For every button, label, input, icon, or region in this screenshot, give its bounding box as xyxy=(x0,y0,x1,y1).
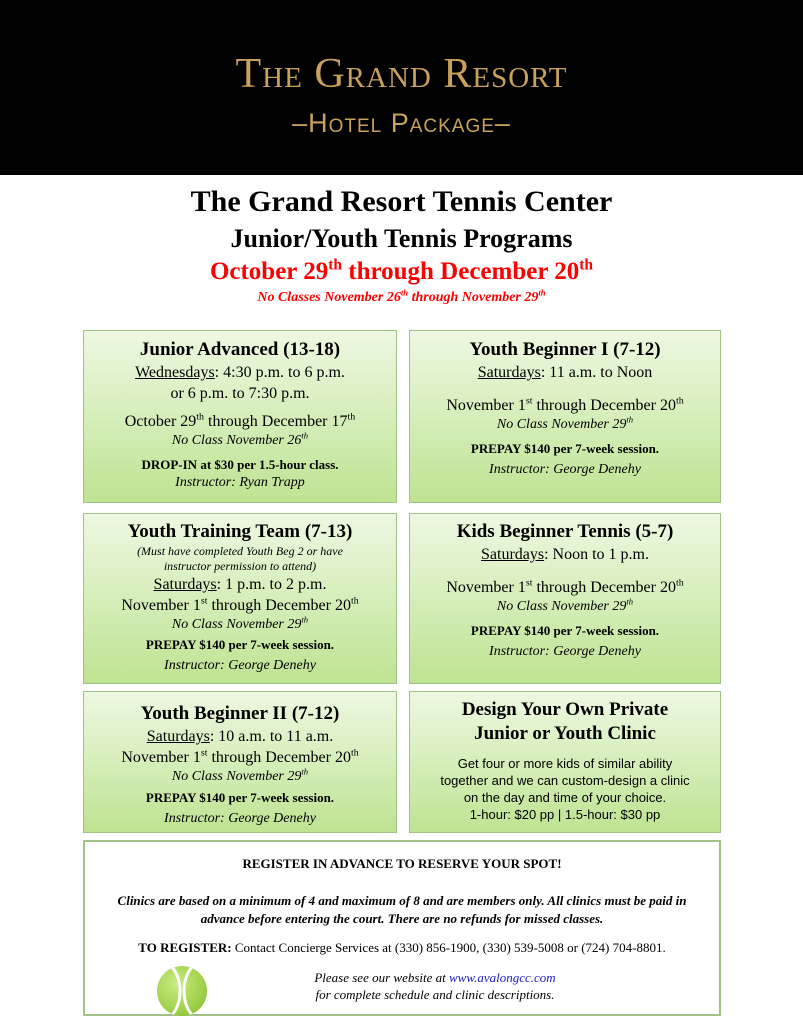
clinic-desc-3: on the day and time of your choice. xyxy=(463,790,667,805)
card-title: Youth Training Team (7-13) xyxy=(127,521,353,542)
card-schedule: Wednesdays: 4:30 p.m. to 6 p.m. xyxy=(135,364,345,381)
card-schedule: Saturdays: 10 a.m. to 11 a.m. xyxy=(146,728,334,745)
no-classes-note: No Classes November 26th through November 29th xyxy=(257,287,546,305)
website-link[interactable]: www.avalongcc.com xyxy=(449,970,556,985)
tennis-ball-icon xyxy=(157,966,207,1016)
card-instructor: Instructor: George Denehy xyxy=(164,811,316,826)
card-title: Youth Beginner I (7-12) xyxy=(469,339,661,360)
card-price: PREPAY $140 per 7-week session. xyxy=(145,790,335,805)
card-dates: November 1st through December 20th xyxy=(121,747,359,766)
clinic-desc-2: together and we can custom-design a clinic xyxy=(440,773,690,788)
card-requirement-cont: instructor permission to attend) xyxy=(163,559,317,573)
page-title: The Grand Resort Tennis Center xyxy=(190,185,613,218)
header-banner xyxy=(0,0,803,175)
card-schedule-alt: or 6 p.m. to 7:30 p.m. xyxy=(170,385,310,402)
card-design-clinic xyxy=(409,691,721,833)
card-title: Kids Beginner Tennis (5-7) xyxy=(456,521,674,542)
card-instructor: Instructor: Ryan Trapp xyxy=(175,475,305,490)
card-title: Youth Beginner II (7-12) xyxy=(140,703,340,724)
register-box xyxy=(83,840,721,1016)
website-note: Please see our website at www.avalongcc.com for complete schedule and clinic descriptions. xyxy=(314,970,556,1002)
brand-title: The Grand Resort xyxy=(235,51,568,97)
programs-title: Junior/Youth Tennis Programs xyxy=(230,224,573,253)
card-dates: November 1st through December 20th xyxy=(121,595,359,614)
card-junior-advanced xyxy=(83,330,397,503)
card-no-class: No Class November 26th xyxy=(171,430,309,448)
card-price: PREPAY $140 per 7-week session. xyxy=(145,637,335,652)
card-title: Junior Advanced (13-18) xyxy=(139,339,341,360)
card-schedule: Saturdays: 1 p.m. to 2 p.m. xyxy=(153,576,327,593)
card-dates: November 1st through December 20th xyxy=(446,577,684,596)
clinic-desc-1: Get four or more kids of similar ability xyxy=(457,756,673,771)
card-youth-training-team xyxy=(83,513,397,684)
package-subtitle: –Hotel Package– xyxy=(292,108,511,138)
card-schedule: Saturdays: 11 a.m. to Noon xyxy=(477,364,653,381)
card-price: DROP-IN at $30 per 1.5-hour class. xyxy=(141,457,339,472)
card-instructor: Instructor: George Denehy xyxy=(489,644,641,659)
card-no-class: No Class November 29th xyxy=(171,614,309,632)
card-youth-beginner-1 xyxy=(409,330,721,503)
card-youth-beginner-2 xyxy=(83,691,397,833)
card-no-class: No Class November 29th xyxy=(171,766,309,784)
register-policy: Clinics are based on a minimum of 4 and maximum of 8 and are members only. All clinics must be paid in advance before entering the court. There are no refunds for missed classes. xyxy=(117,893,687,926)
season-dates: October 29th through December 20th xyxy=(209,256,594,285)
card-title-cont: Junior or Youth Clinic xyxy=(474,723,656,744)
card-requirement: (Must have completed Youth Beg 2 or have xyxy=(137,544,343,558)
card-price: PREPAY $140 per 7-week session. xyxy=(470,441,660,456)
card-title: Design Your Own Private xyxy=(461,699,669,720)
card-no-class: No Class November 29th xyxy=(496,596,634,614)
register-contact: TO REGISTER: Contact Concierge Services at (330) 856-1900, (330) 539-5008 or (724) 704-8801. xyxy=(138,940,666,955)
card-dates: October 29th through December 17th xyxy=(124,411,356,430)
card-no-class: No Class November 29th xyxy=(496,414,634,432)
card-schedule: Saturdays: Noon to 1 p.m. xyxy=(481,546,649,563)
card-price: PREPAY $140 per 7-week session. xyxy=(470,623,660,638)
card-instructor: Instructor: George Denehy xyxy=(489,462,641,477)
card-instructor: Instructor: George Denehy xyxy=(164,658,316,673)
register-heading: REGISTER IN ADVANCE TO RESERVE YOUR SPOT! xyxy=(242,856,562,871)
clinic-pricing: 1-hour: $20 pp | 1.5-hour: $30 pp xyxy=(469,807,661,822)
card-dates: November 1st through December 20th xyxy=(446,395,684,414)
card-kids-beginner xyxy=(409,513,721,684)
